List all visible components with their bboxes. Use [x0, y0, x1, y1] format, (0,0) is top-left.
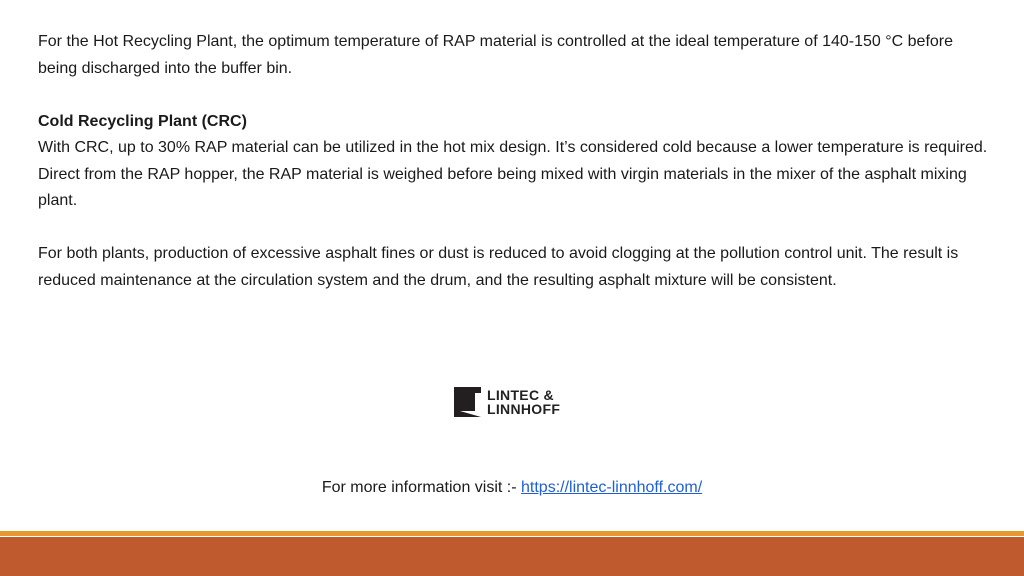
logo-wordmark	[487, 388, 560, 416]
paragraph-both-plants: For both plants, production of excessive asphalt fines or dust is reduced to avoid clogging at the pollution control unit. The result is reduced maintenance at the circulation system and the drum, and the resulting asphalt mixture will be consistent.	[38, 245, 959, 289]
footer-band	[0, 537, 1024, 576]
more-info-prefix: For more information visit :-	[321, 479, 522, 496]
company-logo	[454, 387, 560, 417]
spacer	[38, 215, 996, 242]
paragraph-cold-recycling: With CRC, up to 30% RAP material can be utilized in the hot mix design. It’s considered cold because a lower temperature is required. Direct from the RAP hopper, the RAP material is weighed before being mixed with virgin materials in the mixer of the asphalt mixing plant.	[38, 139, 988, 209]
section-heading-crc: Cold Recycling Plant (CRC)	[38, 112, 247, 130]
paragraph-hot-recycling: For the Hot Recycling Plant, the optimum temperature of RAP material is controlled at the ideal temperature of 140-150 °C before being discharged into the buffer bin.	[38, 33, 954, 77]
document-body	[38, 29, 996, 294]
website-link[interactable]: https://lintec-linnhoff.com/	[521, 479, 703, 496]
footer-accent-stripe	[0, 531, 1024, 536]
lintec-logo-icon	[454, 387, 481, 417]
logo-line-1: LINTEC &	[487, 387, 554, 403]
more-info-line	[0, 478, 1024, 498]
spacer	[38, 82, 996, 109]
logo-line-2: LINNHOFF	[487, 401, 561, 417]
